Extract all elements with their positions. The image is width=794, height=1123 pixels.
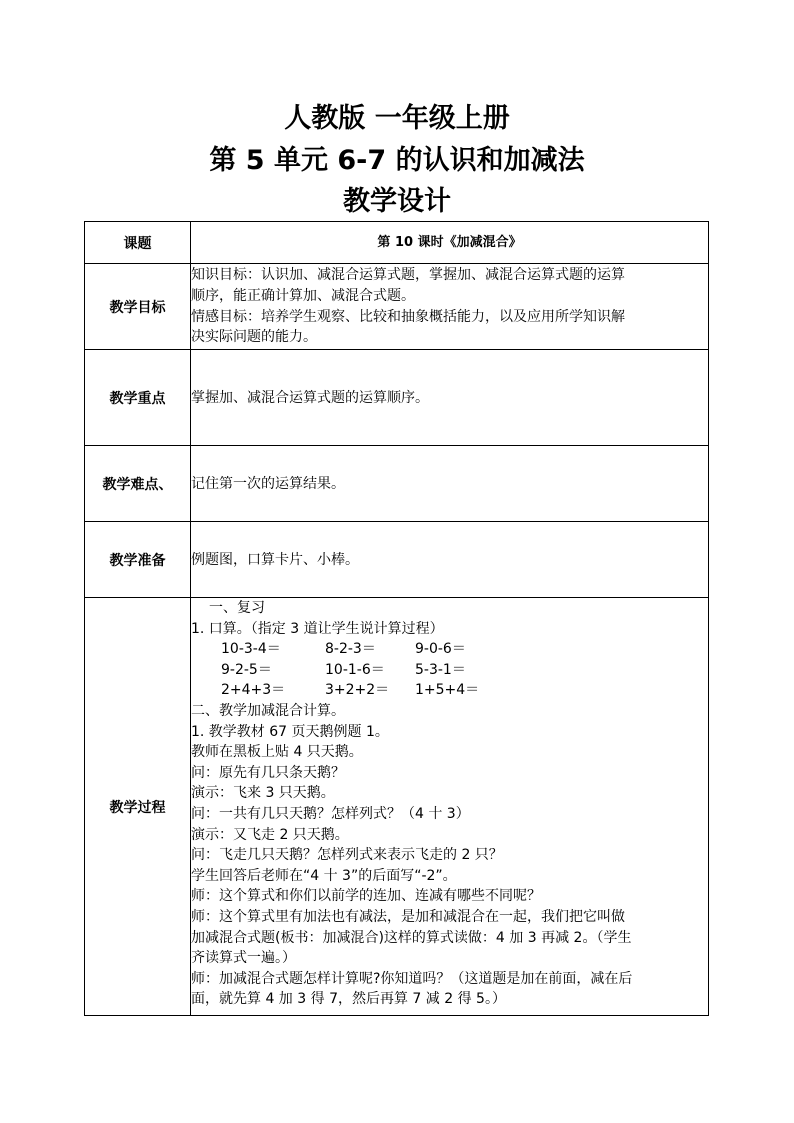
goals-line: 顺序，能正确计算加、减混合式题。 [191,287,415,304]
calc-item: 8-2-3＝ [325,641,376,658]
calc-item: 1+5+4＝ [415,682,480,699]
table-row-preparation [85,522,709,598]
lesson-plan-table [84,221,709,1016]
calc-item: 3+2+2＝ [325,682,390,699]
process-line: 二、教学加减混合计算。 [191,702,345,719]
calc-item: 10-3-4＝ [221,641,281,658]
doc-title-line3: 教学设计 [343,186,451,217]
table-row-process [85,598,709,1016]
process-line: 学生回答后老师在“4 十 3”的后面写“-2”。 [191,867,457,884]
key-point-value: 掌握加、减混合运算式题的运算顺序。 [191,350,709,446]
calc-item: 10-1-6＝ [325,661,385,678]
process-line: 问：原先有几只条天鹅？ [191,764,345,781]
table-row-difficulty [85,446,709,522]
process-line: 齐读算式一遍。） [191,950,296,967]
table-row-goals [85,264,709,350]
calc-row [191,680,708,701]
process-label: 教学过程 [85,598,191,1016]
process-line: 加减混合式题(板书：加减混合)这样的算式读做：4 加 3 再减 2。（学生 [191,929,632,946]
doc-title-line1: 人教版 一年级上册 [284,103,510,134]
preparation-label: 教学准备 [85,522,191,598]
table-row-topic [85,222,709,264]
goals-line: 知识目标：认识加、减混合运算式题，掌握加、减混合运算式题的运算 [191,267,625,284]
process-line: 教师在黑板上贴 4 只天鹅。 [191,744,363,761]
process-line: 问：一共有几只天鹅？怎样列式？（4 十 3） [191,805,470,822]
process-section-heading: 一、复习 [209,600,265,616]
process-oral-intro: 1. 口算。（指定 3 道让学生说计算过程） [191,620,444,637]
key-point-label: 教学重点 [85,350,191,446]
preparation-value: 例题图，口算卡片、小棒。 [191,522,709,598]
table-row-key-point [85,350,709,446]
topic-label: 课题 [85,222,191,264]
process-line: 面，就先算 4 加 3 得 7，然后再算 7 减 2 得 5。） [191,991,506,1008]
calc-item: 9-2-5＝ [221,661,272,678]
difficulty-label: 教学难点、 [85,446,191,522]
calc-item: 5-3-1＝ [415,661,466,678]
calc-row [191,639,708,660]
goals-line: 情感目标：培养学生观察、比较和抽象概括能力，以及应用所学知识解 [191,308,625,325]
process-content [191,598,709,1016]
process-line: 问：飞走几只天鹅？怎样列式来表示飞走的 2 只？ [191,847,503,864]
calc-item: 9-0-6＝ [415,641,466,658]
process-line: 1. 教学教材 67 页天鹅例题 1。 [191,723,389,740]
goals-label: 教学目标 [85,264,191,350]
process-line: 演示：又飞走 2 只天鹅。 [191,826,349,843]
topic-value: 第 10 课时《加减混合》 [191,222,709,264]
difficulty-value: 记住第一次的运算结果。 [191,446,709,522]
doc-title-line2: 第 5 单元 6-7 的认识和加减法 [209,145,585,176]
calc-item: 2+4+3＝ [221,682,286,699]
calc-row [191,660,708,681]
process-line: 师：这个算式里有加法也有减法，是加和减混合在一起，我们把它叫做 [191,908,625,925]
process-line: 师：加减混合式题怎样计算呢?你知道吗？（这道题是加在前面，减在后 [191,970,633,987]
process-line: 师：这个算式和你们以前学的连加、连减有哪些不同呢？ [191,888,541,905]
process-line: 演示：飞来 3 只天鹅。 [191,785,335,802]
goals-line: 决实际问题的能力。 [191,329,317,346]
goals-content [191,264,709,350]
